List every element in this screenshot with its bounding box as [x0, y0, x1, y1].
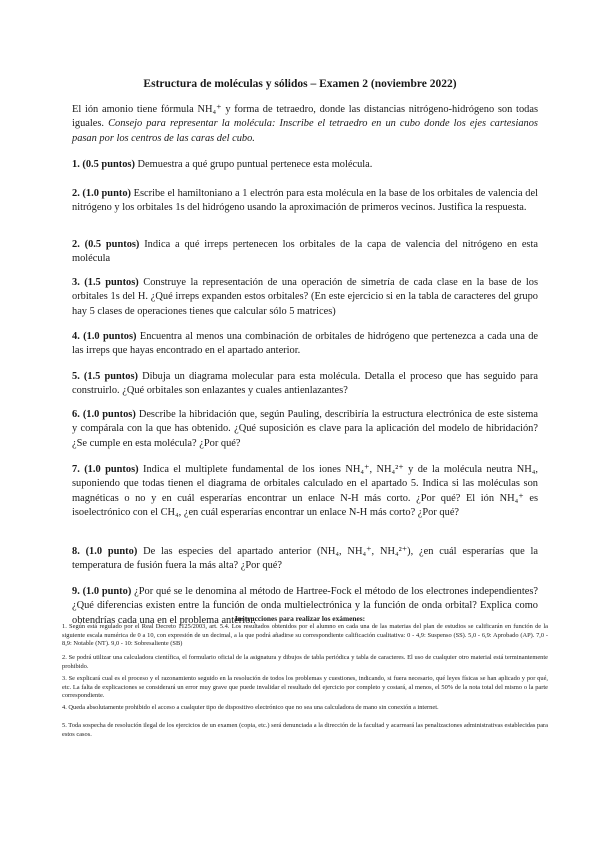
question-2	[72, 187, 538, 216]
question-4	[72, 330, 538, 359]
question-text: Demuestra a qué grupo puntual pertenece esta molécula.	[137, 159, 373, 170]
intro-advice: Consejo para representar la molécula: Inscribe el tetraedro en un cubo donde los ejes cartesianos pasan por los centros de las caras del cubo.	[72, 118, 538, 144]
question-text: Encuentra al menos una combinación de orbitales de hidrógeno que pertenezca a cada una de las irreps que hayas encontrado en el apartado anterior.	[72, 331, 538, 357]
question-points: 7. (1.0 puntos)	[72, 464, 139, 475]
question-points: 1. (0.5 puntos)	[72, 159, 135, 170]
question-text: Indica a qué irreps pertenecen los orbitales de la capa de valencia del nitrógeno en esta molécula	[72, 239, 538, 265]
instruction-item: 5. Toda sospecha de resolución ilegal de los ejercicios de un examen (copia, etc.) será denunciada a la dirección de la facultad y acarreará las penalizaciones administrativas establecidas para estos casos.	[62, 722, 548, 738]
question-7	[72, 463, 538, 521]
intro-text: El ión amonio tiene fórmula NH₄⁺ y forma de tetraedro, donde las distancias nitrógeno-hidrógeno son todas iguales.	[72, 104, 538, 130]
question-8	[72, 545, 538, 574]
question-points: 3. (1.5 puntos)	[72, 277, 139, 288]
question-text: Construye la representación de una operación de simetría de cada clase en la base de los orbitales 1s del H. ¿Qué irreps expanden estos orbitales? (En este ejercicio si en la tabla de caracteres del grupo hay 5 clases de operaciones tienes que calcular sólo 5 matrices)	[72, 277, 538, 317]
instruction-item: 3. Se explicará cual es el proceso y el razonamiento seguido en la resolución de todos los problemas y cuestiones, indicando, si fuera necesario, qué leyes físicas se han aplicado y por qué, etc. La falta de explicaciones se considerará un error muy grave que puede invalidar el resultado del ejercicio por completo y costará, al menos, el 50% de la nota total del mismo o la parte correspondiente.	[62, 675, 548, 700]
question-points: 6. (1.0 puntos)	[72, 409, 136, 420]
question-text: ¿Por qué se le denomina al método de Hartree-Fock el método de los electrones independientes? ¿Qué diferencias existen entre la función de onda multielectrónica y la función de onda orbital? Explica como obtendrías cada una en el problema anterior.	[72, 586, 538, 626]
question-text: De las especies del apartado anterior (NH₄, NH₄⁺, NH₄²⁺), ¿en cuál esperarías que la temperatura de fusión fuera la más alta? ¿Por qué?	[72, 546, 538, 572]
question-text: Describe la hibridación que, según Pauling, describiría la estructura electrónica de este sistema y compárala con la que has obtenido. ¿Qué suposición es clave para la aplicación del modelo de hibridación? ¿Se cumple en esta molécula? ¿Por qué?	[72, 409, 538, 449]
question-text: Indica el multiplete fundamental de los iones NH₄⁺, NH₄²⁺ y de la molécula neutra NH₄, suponiendo que todas tienen el diagrama de orbitales calculado en el apartado 5. Indica si las moléculas son magnéticas o no y en cuál esperarías encontrar un enlace N-H más corto. ¿Por qué? El ión NH₄⁺ es isoelectrónico con el CH₄, ¿en cuál esperarías encontrar un enlace N-H más corto? ¿Por qué?	[72, 464, 538, 519]
question-points: 5. (1.5 puntos)	[72, 371, 138, 382]
instruction-item: 2. Se podrá utilizar una calculadora científica, el formulario oficial de la asignatura y dibujos de tabla periódica y tabla de caracteres. El uso de cualquier otro material está terminantemente prohibido.	[62, 654, 548, 670]
question-points: 9. (1.0 punto)	[72, 586, 132, 597]
question-points: 2. (0.5 puntos)	[72, 239, 140, 250]
question-1	[72, 158, 538, 172]
intro-paragraph	[72, 103, 538, 146]
question-text: Escribe el hamiltoniano a 1 electrón para esta molécula en la base de los orbitales de valencia del nitrógeno y los orbitales 1s del hidrógeno usando la aproximación de primeros vecinos. Justifica la respuesta.	[72, 188, 539, 214]
exam-title: Estructura de moléculas y sólidos – Examen 2 (noviembre 2022)	[143, 78, 457, 90]
question-points: 8. (1.0 punto)	[72, 546, 138, 557]
question-points: 2. (1.0 punto)	[72, 188, 131, 199]
question-2b	[72, 238, 538, 267]
instruction-item: 4. Queda absolutamente prohibido el acceso a cualquier tipo de dispositivo electrónico que no sea una calculadora de mano sin conexión a internet.	[62, 704, 439, 711]
question-text: Dibuja un diagrama molecular para esta molécula. Detalla el proceso que has seguido para construirlo. ¿Qué orbitales son enlazantes y cuales antienlazantes?	[72, 371, 538, 397]
question-points: 4. (1.0 puntos)	[72, 331, 137, 342]
instructions-title: Instrucciones para realizar los exámenes:	[234, 614, 366, 623]
question-5	[72, 370, 538, 399]
instruction-item: 1. Según está regulado por el Real Decreto 1125/2003, art. 5.4. Los resultados obtenidos por el alumno en cada una de las materias del plan de estudios se calificarán en función de la siguiente escala numérica de 0 a 10, con expresión de un decimal, a la que podrá añadirse su correspondiente calificación cualitativa: 0 - 4,9: Suspenso (SS). 5,0 - 6,9: Aprobado (AP). 7,0 - 8,9: Notable (NT). 9,0 - 10: Sobresaliente (SB)	[62, 623, 548, 648]
question-6	[72, 408, 538, 451]
question-3	[72, 276, 538, 319]
